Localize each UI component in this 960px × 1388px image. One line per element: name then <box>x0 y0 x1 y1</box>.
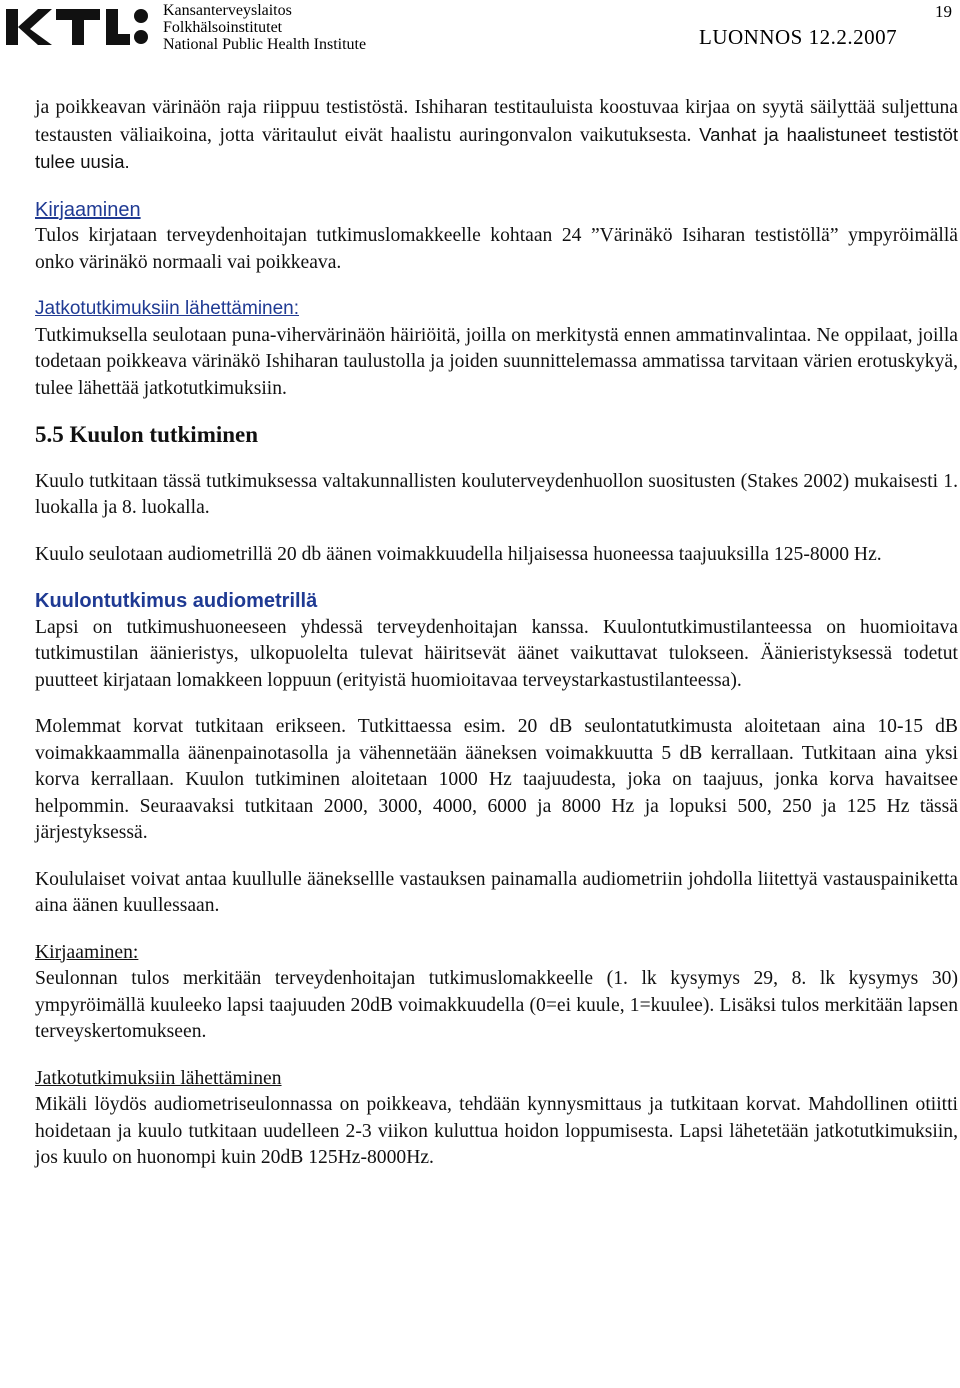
paragraph <box>35 95 958 177</box>
institute-name-en: National Public Health Institute <box>163 36 367 53</box>
institute-name-fi: Kansanterveyslaitos <box>163 2 292 19</box>
text-run: Lapsi on tutkimushuoneeseen yhdessä terveydenhoitajan kanssa. <box>35 616 589 638</box>
paragraph <box>35 615 958 695</box>
institute-names <box>163 2 366 53</box>
text-run: ja poikkeavan värinäön raja riippuu testistöstä. Ishiharan testitauluista koostuvaa kirjaa on syytä säilyttää suljettuna testausten väliaikoina, jotta väritaulut eivät haalistu auringonvalon vaikutuksesta. <box>35 97 958 146</box>
ktl-logo <box>6 3 156 51</box>
paragraph <box>35 323 958 403</box>
heading-kirjaaminen: Kirjaaminen <box>35 198 141 221</box>
text-run: Vanhat ja haalistuneet testistöt tulee uusia. <box>35 123 958 172</box>
institute-name-sv: Folkhälsoinstitutet <box>163 19 283 36</box>
page-number: 19 <box>935 2 952 21</box>
paragraph: Mikäli löydös audiometriseulonnassa on poikkeava, tehdään kynnysmittaus ja tutkitaan korvat. Mahdollinen otiitti hoidetaan ja kuulo tutkitaan uudelleen 2-3 viikon kuluttua hoidon loppumisesta. Lapsi lähetetään jatkotutkimuksiin, jos kuulo on huonompi kuin 20dB 125Hz-8000Hz. <box>35 1094 958 1168</box>
text-run: Ne oppilaat, joilla todetaan poikkeava värinäkö Ishiharan taulustolla ja joiden suunnittelemassa ammatissa tarvitaan värien erotuskykyä, tulee lähettää jatkotutkimuksiin. <box>35 324 958 399</box>
section-title: 5.5 Kuulon tutkiminen <box>35 422 259 447</box>
paragraph: Seulonnan tulos merkitään terveydenhoitajan tutkimuslomakkeelle (1. lk kysymys 29, 8. lk kysymys 30) ympyröimällä kuuleeko lapsi taajuuden 20dB voimakkuudella (0=ei kuule, 1=kuulee). Lisäksi tulos merkitään lapsen terveyskertomukseen. <box>35 968 958 1042</box>
heading-audiometri: Kuulontutkimus audiometrillä <box>35 590 318 612</box>
heading-jatkotutkimuksiin: Jatkotutkimuksiin lähettäminen: <box>35 298 300 319</box>
heading-jatkotutkimuksiin-2: Jatkotutkimuksiin lähettäminen <box>35 1067 282 1089</box>
paragraph: Koululaiset voivat antaa kuullulle ääneksellle vastauksen painamalla audiometriin johdolla liitettyä vastauspainiketta aina äänen kuullessaan. <box>35 868 958 916</box>
paragraph: Tulos kirjataan terveydenhoitajan tutkimuslomakkeelle kohtaan 24 ”Värinäkö Isiharan testistöllä” ympyröimällä onko värinäkö normaali vai poikkeava. <box>35 225 958 273</box>
paragraph: Kuulo tutkitaan tässä tutkimuksessa valtakunnallisten kouluterveydenhuollon suositusten (Stakes 2002) mukaisesti 1. luokalla ja 8. luokalla. <box>35 470 958 518</box>
text-run: Tutkimuksella seulotaan puna-vihervärinäön häiriöitä, joilla on merkitystä ennen ammatinvalintaa. <box>35 324 812 346</box>
paragraph: Kuulo seulotaan audiometrillä 20 db äänen voimakkuudella hiljaisessa huoneessa taajuuksilla 125-8000 Hz. <box>35 543 882 565</box>
page-header <box>0 0 960 60</box>
text-run: Kuulontutkimustilanteessa on huomioitava tutkimustilan äänieristys, ulkopuolelta tulevat häiritsevät äänet vaikuttavat tulokseen. Äänieristyksessä todetut puutteet kirjataan lomakkeen loppuun (erityistä huomioitavaa terveystarkastustilanteessa). <box>35 616 958 691</box>
text-run: Molemmat korvat tutkitaan erikseen. Tutkittaessa esim. <box>35 716 506 737</box>
text-run: 20 dB seulontatutkimusta aloitetaan aina 10-15 dB voimakkaammalla äänenpainotasolla ja vähennetään ääneksen voimakkuutta 5 dB kerrallaan. Tutkitaan aina yksi korva kerrallaan. Kuulon tutkiminen aloitetaan 1000 Hz taajuudesta, joka on taajuus, jonka korva havaitsee helpommin. Seuraavaksi tutkitaan 2000, 3000, 4000, 6000 ja 8000 Hz ja lopuksi 500, 250 ja 125 Hz tässä järjestyksessä. <box>35 716 958 843</box>
document-body <box>35 95 958 1172</box>
heading-kirjaaminen-2: Kirjaaminen: <box>35 941 139 963</box>
paragraph <box>35 714 958 847</box>
draft-label: LUONNOS 12.2.2007 <box>699 25 898 49</box>
